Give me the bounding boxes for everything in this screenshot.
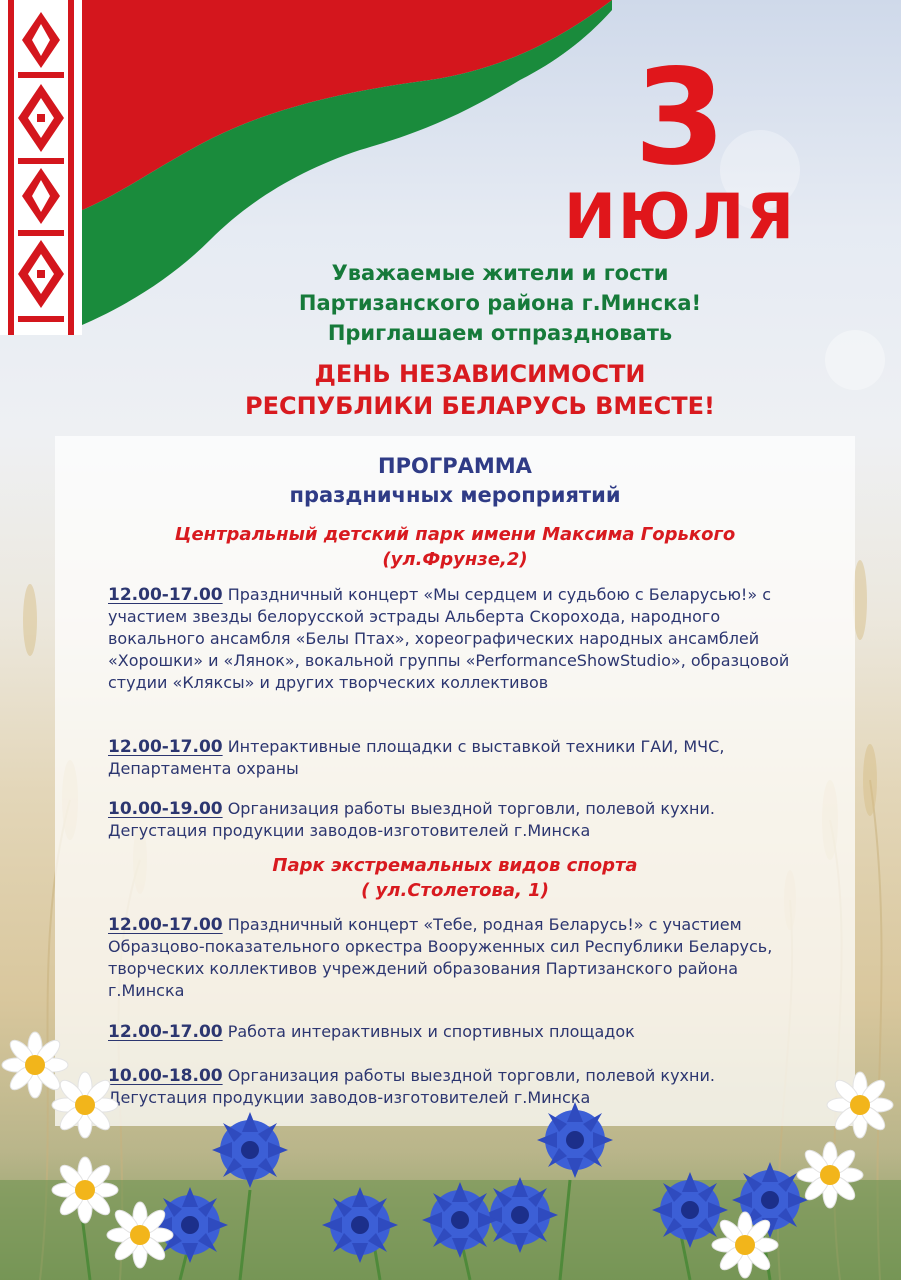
venue-name: Парк экстремальных видов спорта (272, 855, 638, 876)
event-time: 12.00-17.00 (108, 585, 223, 605)
holiday-title (100, 358, 860, 422)
event-text: Организация работы выездной торговли, полевой кухни. Дегустация продукции заводов-изготовителей г.Минска (108, 1066, 715, 1107)
venue-title (55, 853, 855, 903)
venue-address: ( ул.Столетова, 1) (361, 880, 549, 901)
event-item (108, 798, 808, 842)
holiday-line: РЕСПУБЛИКИ БЕЛАРУСЬ ВМЕСТЕ! (244, 392, 715, 420)
venue-name: Центральный детский парк имени Максима Горького (174, 524, 736, 545)
event-text: Организация работы выездной торговли, полевой кухни. Дегустация продукции заводов-изготовителей г.Минска (108, 799, 715, 840)
venue-title (55, 522, 855, 572)
greeting (170, 258, 830, 348)
program-subtitle: праздничных мероприятий (289, 483, 621, 507)
greeting-line: Приглашаем отпраздновать (327, 321, 673, 345)
flowers-decoration (0, 1030, 901, 1280)
event-item (108, 914, 808, 1002)
program-title (55, 452, 855, 510)
holiday-line: ДЕНЬ НЕЗАВИСИМОСТИ (314, 360, 646, 388)
event-time: 12.00-17.00 (108, 737, 223, 757)
greeting-line: Партизанского района г.Минска! (298, 291, 702, 315)
event-text: Работа интерактивных и спортивных площадок (222, 1022, 635, 1041)
program-title-line: ПРОГРАММА (378, 454, 532, 478)
event-text: Интерактивные площадки с выставкой техники ГАИ, МЧС, Департамента охраны (108, 737, 725, 778)
venue-address: (ул.Фрунзе,2) (382, 549, 528, 570)
event-time: 12.00-17.00 (108, 915, 223, 935)
chamomile-icon (2, 1032, 68, 1098)
event-text: Праздничный концерт «Тебе, родная Беларусь!» с участием Образцово-показательного оркестра Вооруженных сил Республики Беларусь, творческих коллективов учреждений образования Партизанского района г.Минска (108, 915, 773, 1000)
event-time: 10.00-19.00 (108, 799, 223, 819)
date-month: ИЮЛЯ (564, 180, 796, 253)
event-item (108, 584, 808, 694)
date-day: 3 (634, 41, 726, 195)
ornament-pattern (0, 0, 82, 335)
event-time: 10.00-18.00 (108, 1066, 223, 1086)
event-text: Праздничный концерт «Мы сердцем и судьбою с Беларусью!» с участием звезды белорусской эстрады Альберта Скорохода, народного вокального ансамбля «Белы Птах», хореографических народных ансамблей «Хорошки» и «Лянок», вокальной группы «PerformanceShowStudio», образцовой студии «Кляксы» и других творческих коллективов (108, 585, 790, 692)
event-time: 12.00-17.00 (108, 1022, 223, 1042)
event-item (108, 736, 808, 780)
greeting-line: Уважаемые жители и гости (331, 261, 669, 285)
cornflower-icon (212, 1112, 288, 1188)
